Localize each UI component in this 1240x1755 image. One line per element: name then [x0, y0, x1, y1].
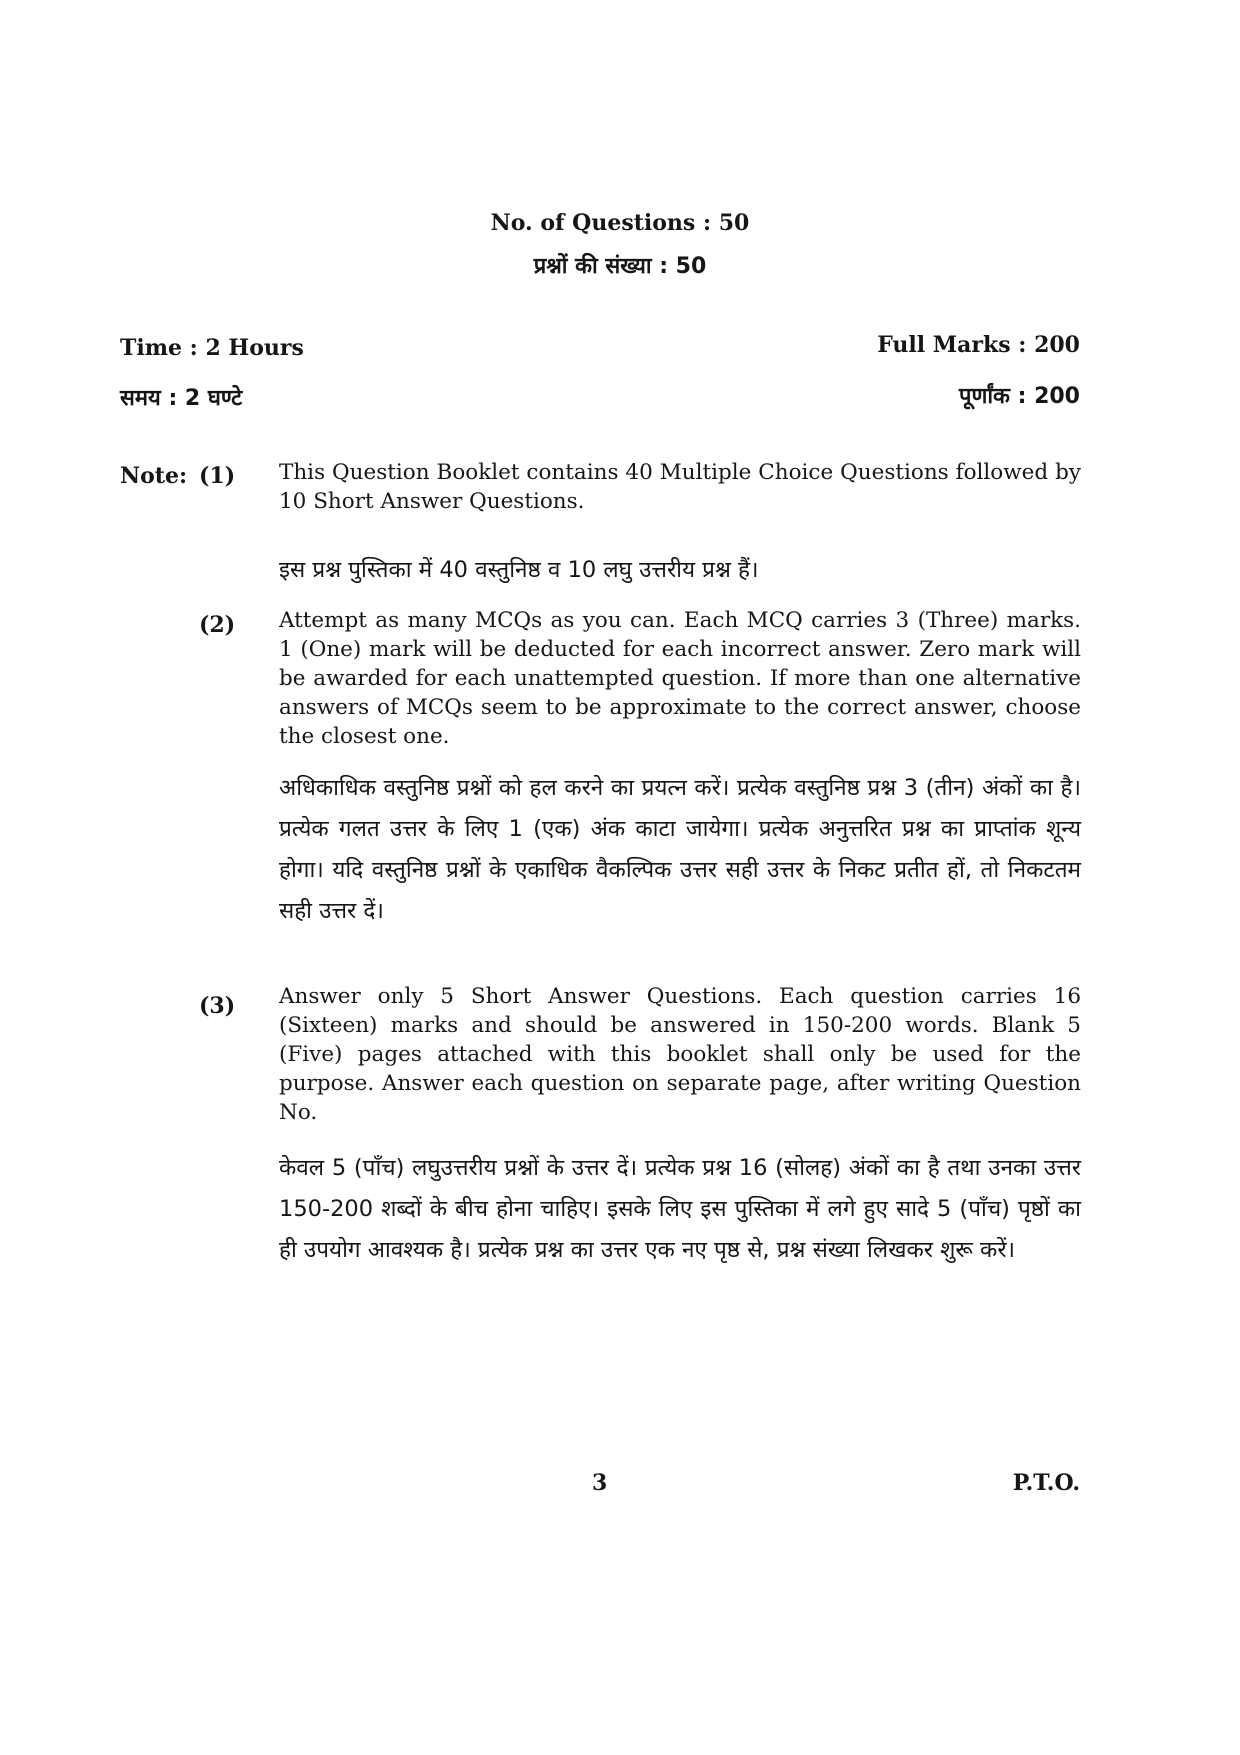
note-text-en: Answer only 5 Short Answer Questions. Each question carries 16 (Sixteen) marks and should be answered in 150-200 words. Blank 5 (Five) pages attached with this booklet shall only be used for the purpose. Answer each question on separate page, after writing Question No.	[279, 984, 1081, 1125]
note-text-en: Attempt as many MCQs as you can. Each MCQ carries 3 (Three) marks. 1 (One) mark will be deducted for each incorrect answer. Zero mark will be awarded for each unattempted question. If more than one alternative answers of MCQs seem to be approximate to the correct answer, choose the closest one.	[279, 608, 1081, 749]
page-number: 3	[592, 1470, 608, 1496]
note-number: (2)	[199, 612, 236, 638]
time-hi: समय : 2 घण्टे	[120, 386, 243, 411]
questions-count-en: No. of Questions : 50	[490, 210, 750, 236]
note-number: (3)	[199, 993, 236, 1019]
note-text-hi: अधिकाधिक वस्तुनिष्ठ प्रश्नों को हल करने का प्रयत्न करें। प्रत्येक वस्तुनिष्ठ प्रश्न 3 (तीन) अंकों का है। प्रत्येक गलत उत्तर के लिए 1 (एक) अंक काटा जायेगा। प्रत्येक अनुत्तरित प्रश्न का प्राप्तांक शून्य होगा। यदि वस्तुनिष्ठ प्रश्नों के एकाधिक वैकल्पिक उत्तर सही उत्तर के निकट प्रतीत हों, तो निकटतम सही उत्तर दें।	[279, 775, 1081, 924]
note-text-hi: केवल 5 (पाँच) लघुउत्तरीय प्रश्नों के उत्तर दें। प्रत्येक प्रश्न 16 (सोलह) अंकों का है तथा उनका उत्तर 150-200 शब्दों के बीच होना चाहिए। इसके लिए इस पुस्तिका में लगे हुए सादे 5 (पाँच) पृष्ठों का ही उपयोग आवश्यक है। प्रत्येक प्रश्न का उत्तर एक नए पृष्ठ से, प्रश्न संख्या लिखकर शुरू करें।	[279, 1155, 1081, 1263]
questions-count-hi: प्रश्नों की संख्या : 50	[533, 254, 707, 279]
full-marks-en: Full Marks : 200	[877, 332, 1080, 358]
note-text-en: This Question Booklet contains 40 Multiple Choice Questions followed by 10 Short Answer Questions.	[279, 460, 1081, 514]
time-en: Time : 2 Hours	[120, 335, 304, 361]
note-label: Note:	[120, 463, 188, 489]
note-text-hi: इस प्रश्न पुस्तिका में 40 वस्तुनिष्ठ व 10 लघु उत्तरीय प्रश्न हैं।	[279, 557, 759, 583]
pto-label: P.T.O.	[1012, 1470, 1080, 1496]
note-number: (1)	[199, 463, 236, 489]
full-marks-hi: पूर्णांक : 200	[958, 384, 1080, 409]
